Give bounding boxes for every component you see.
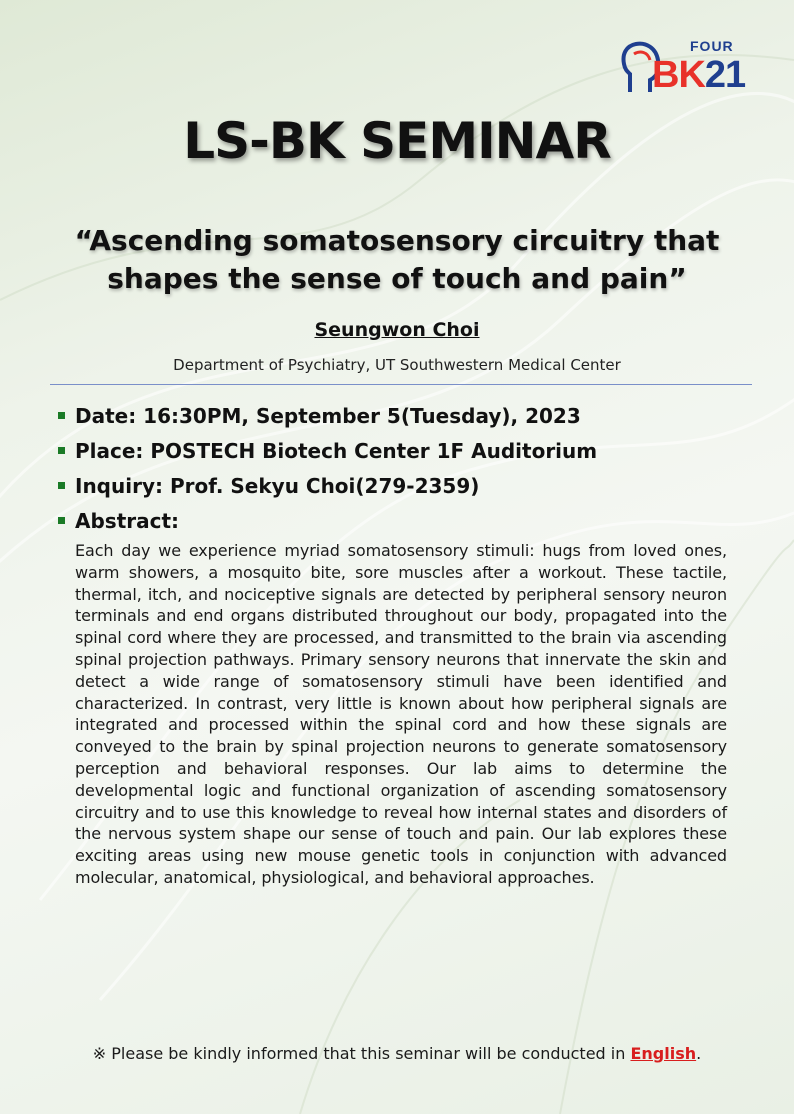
info-inquiry [58,468,758,503]
info-abstract-heading [58,503,758,538]
logo-bk21-text [652,54,745,97]
square-bullet-icon [58,412,65,419]
info-date [58,398,758,433]
talk-title [60,222,734,298]
speaker-name: Seungwon Choi [314,319,480,341]
logo-four-text: FOUR [690,38,734,54]
seminar-info-list [58,398,758,538]
notice-suffix: . [696,1044,702,1063]
logo-21-number: 21 [704,54,746,96]
bk21-four-logo [620,36,780,98]
square-bullet-icon [58,482,65,489]
info-inquiry-text: Inquiry: Prof. Sekyu Choi(279-2359) [75,473,480,498]
notice-prefix: ※ Please be kindly informed that this seminar will be conducted in [92,1044,631,1063]
abstract-body: Each day we experience myriad somatosensory stimuli: hugs from loved ones, warm showers, a mosquito bite, sore muscles after a workout. These tactile, thermal, itch, and nociceptive signals are detected by peripheral sensory neuron terminals and end organs distributed throughout our body, propagated into the spinal cord where they are processed, and transmitted to the brain via ascending spinal projection pathways. Primary sensory neurons that innervate the skin and detect a wide range of somatosensory stimuli have been identified and characterized. In contrast, very little is known about how peripheral signals are integrated and processed within the spinal cord and how these signals are conveyed to the brain by spinal projection neurons to generate somatosensory perception and behavioral responses. Our lab aims to determine the developmental logic and functional organization of ascending somatosensory circuitry and to use this knowledge to reveal how internal states and disorders of the nervous system shape our sense of touch and pain. Our lab explores these exciting areas using new mouse genetic tools in conjunction with advanced molecular, anatomical, physiological, and behavioral approaches. [75,541,727,887]
info-place [58,433,758,468]
talk-title-line-2: shapes the sense of touch and pain” [107,262,687,295]
talk-title-line-1: “Ascending somatosensory circuitry that [74,224,720,257]
language-notice [0,1044,794,1063]
square-bullet-icon [58,517,65,524]
notice-language: English [630,1044,697,1063]
seminar-title: LS-BK SEMINAR [183,112,611,170]
divider-line [50,384,752,385]
logo-bk-letters: BK [652,54,705,96]
square-bullet-icon [58,447,65,454]
info-date-text: Date: 16:30PM, September 5(Tuesday), 2023 [75,403,581,428]
speaker-affiliation: Department of Psychiatry, UT Southwestern Medical Center [173,356,621,374]
info-place-text: Place: POSTECH Biotech Center 1F Auditorium [75,438,598,463]
info-abstract-label: Abstract: [75,508,180,533]
